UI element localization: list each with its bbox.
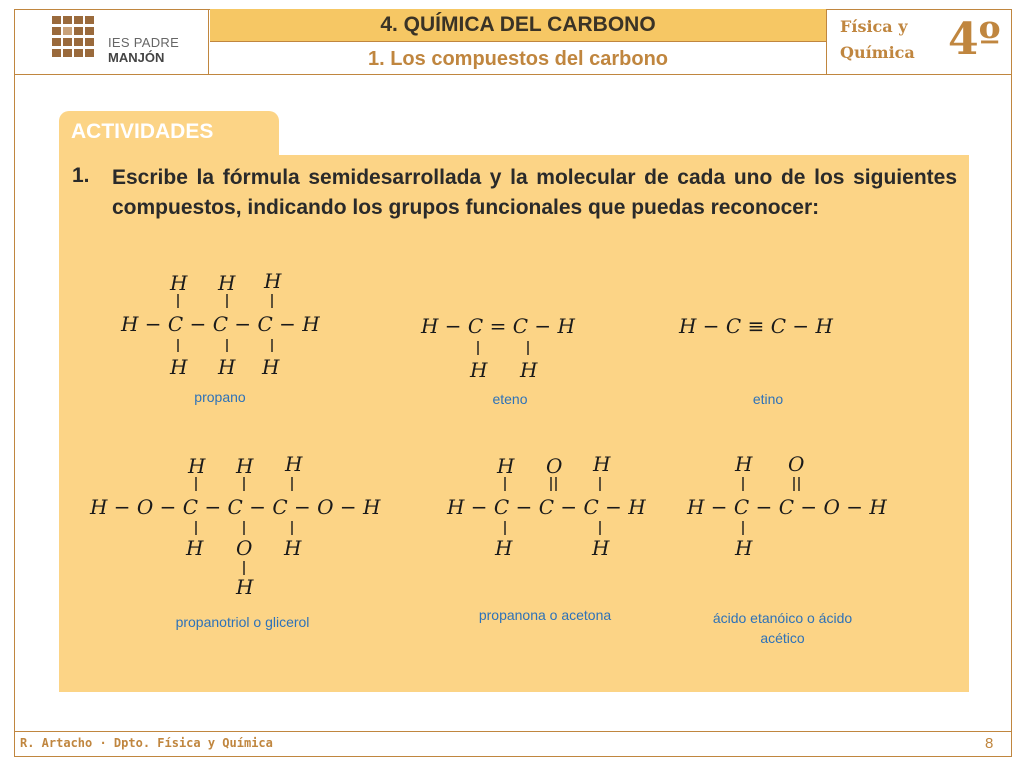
subject-line2: Química bbox=[840, 43, 915, 62]
svg-text:H: H bbox=[735, 452, 753, 476]
grade-label: 4º bbox=[948, 14, 1001, 65]
formula-propano bbox=[120, 269, 320, 379]
svg-text:H: H bbox=[262, 355, 280, 379]
section-title: 1. Los compuestos del carbono bbox=[367, 48, 669, 70]
formula-acido-acetico bbox=[686, 452, 887, 560]
svg-text:O: O bbox=[236, 536, 253, 560]
unit-title: 4. QUÍMICA DEL CARBONO bbox=[210, 9, 826, 42]
svg-text:O: O bbox=[788, 452, 805, 476]
compound-name: eteno bbox=[492, 391, 528, 407]
svg-text:H − O − C − C − C − O − H: H − O − C − C − C − O − H bbox=[90, 495, 381, 519]
svg-text:H: H bbox=[735, 536, 753, 560]
page-number: 8 bbox=[985, 735, 994, 752]
svg-text:H: H bbox=[170, 355, 188, 379]
svg-text:H − C ≡ C − H: H − C ≡ C − H bbox=[679, 314, 833, 338]
svg-text:H: H bbox=[284, 536, 302, 560]
svg-text:H: H bbox=[236, 575, 254, 599]
compound-name: propanona o acetona bbox=[478, 607, 612, 623]
subject-line1: Física y bbox=[840, 17, 908, 36]
svg-text:H: H bbox=[495, 536, 513, 560]
svg-text:H: H bbox=[218, 355, 236, 379]
svg-text:H − C − C − C − H: H − C − C − C − H bbox=[121, 312, 320, 336]
svg-text:H: H bbox=[264, 269, 282, 293]
svg-text:H − C − C − O − H: H − C − C − O − H bbox=[687, 495, 887, 519]
compound-name: ácido etanóico o ácido acético bbox=[712, 610, 853, 646]
formula-acetona bbox=[446, 452, 646, 560]
footer-author: R. Artacho · Dpto. Física y Química bbox=[20, 736, 273, 750]
svg-text:H: H bbox=[170, 271, 188, 295]
svg-text:H: H bbox=[236, 454, 254, 478]
question-number: 1. bbox=[72, 164, 90, 187]
footer-divider bbox=[14, 731, 1012, 732]
svg-text:H: H bbox=[188, 454, 206, 478]
svg-text:H: H bbox=[186, 536, 204, 560]
svg-text:O: O bbox=[546, 454, 563, 478]
svg-text:H: H bbox=[520, 358, 538, 382]
formula-eteno bbox=[420, 314, 575, 382]
svg-text:H − C = C − H: H − C = C − H bbox=[421, 314, 575, 338]
svg-text:H: H bbox=[285, 452, 303, 476]
compound-name: propano bbox=[194, 389, 246, 405]
compound-name: propanotriol o glicerol bbox=[175, 614, 310, 630]
school-name-line2: MANJÓN bbox=[108, 50, 165, 65]
svg-text:H: H bbox=[218, 271, 236, 295]
formula-etino bbox=[678, 314, 833, 338]
svg-text:H: H bbox=[593, 452, 611, 476]
svg-text:H − C − C − C − H: H − C − C − C − H bbox=[447, 495, 646, 519]
formula-glicerol bbox=[89, 452, 381, 599]
svg-text:H: H bbox=[470, 358, 488, 382]
question-text: Escribe la fórmula semidesarrollada y la molecular de cada uno de los siguientes compuestos, indicando los grupos funcionales que puedas reconocer: bbox=[112, 166, 957, 219]
school-name-line1: IES PADRE bbox=[108, 35, 180, 50]
svg-text:H: H bbox=[497, 454, 515, 478]
activities-tab-label: ACTIVIDADES bbox=[71, 120, 214, 143]
svg-text:H: H bbox=[592, 536, 610, 560]
compound-name: etino bbox=[752, 391, 784, 407]
